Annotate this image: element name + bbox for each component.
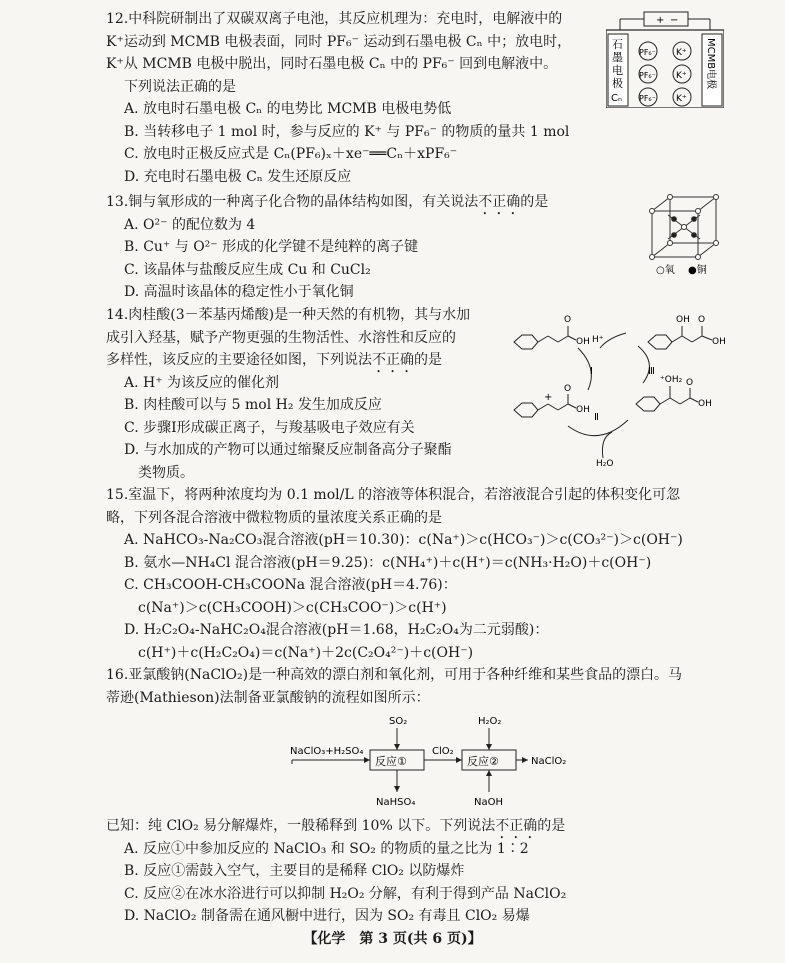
q15-stem-line-2: 略，下列各混合溶液中微粒物质的量浓度关系正确的是 <box>106 509 442 526</box>
q14-option-c: C. 步骤Ⅰ形成碳正离子，与羧基吸电子效应有关 <box>124 419 415 436</box>
carbocation-plus: + <box>544 392 553 403</box>
q15-option-d: D. H₂C₂O₄-NaHC₂O₄混合溶液(pH＝1.68，H₂C₂O₄为二元弱酸)： <box>124 622 549 638</box>
q12-stem-line-1: 12.中科院研制出了双碳双离子电池，其反应机理为：充电时，电解液中的 <box>106 11 563 27</box>
q16-option-d: D. NaClO₂ 制备需在通风橱中进行，因为 SO₂ 有毒且 ClO₂ 易爆 <box>124 908 530 924</box>
q12-stem-line-4: 下列说法正确的是 <box>124 78 236 95</box>
flow-naoh-label: NaOH <box>474 797 503 808</box>
q12-option-d: D. 充电时石墨电极 Cₙ 发生还原反应 <box>124 168 352 185</box>
flow-clo2-label: ClO₂ <box>432 746 454 757</box>
q14-stem-before: 多样性，该反应的主要途径如图，下列说法 <box>106 352 372 368</box>
ion-k-2: K⁺ <box>676 71 687 81</box>
q16-known-before: 已知：纯 ClO₂ 易分解爆炸，一般稀释到 10% 以下。下列说法 <box>106 818 496 834</box>
ion-pf6-1: PF₆⁻ <box>639 48 656 57</box>
question-12 <box>106 8 606 188</box>
flow-so2-label: SO₂ <box>389 716 408 727</box>
question-16-options <box>106 815 785 928</box>
q15-option-d-relation: c(H⁺)＋c(H₂C₂O₄)＝c(Na⁺)＋2c(C₂O₄²⁻)＋c(OH⁻) <box>138 644 474 661</box>
graphite-electrode-char-1: 石 <box>612 38 623 51</box>
water-label: H₂O <box>596 459 614 468</box>
q14-stem-emph: 不正确 <box>372 352 414 368</box>
q12-option-a: A. 放电时石墨电极 Cₙ 的电势比 MCMB 电极电势低 <box>124 101 452 117</box>
flow-byproduct-label: NaHSO₄ <box>376 797 416 808</box>
q13-stem-before: 13.铜与氧形成的一种离子化合物的晶体结构如图，有关说法 <box>106 194 479 210</box>
carbocation-oh: OH <box>576 405 590 415</box>
q14-option-d: D. 与水加成的产物可以通过缩聚反应制备高分子聚酯 <box>124 442 452 458</box>
battery-minus-label: − <box>670 15 679 26</box>
q13-stem-after: 的是 <box>520 194 549 210</box>
q13-stem <box>106 191 626 214</box>
q15-option-c-relation: c(Na⁺)＞c(CH₃COOH)＞c(CH₃COO⁻)＞c(H⁺) <box>138 599 447 616</box>
graphite-electrode-char-4: 极 <box>612 77 623 90</box>
battery-plus-label: + <box>656 15 665 26</box>
step-2-label: Ⅱ <box>594 412 599 423</box>
oxonium-oh2: ⁺OH₂ <box>660 375 683 385</box>
page-footer: 【化学 第 3 页(共 6 页)】 <box>303 931 482 947</box>
question-15 <box>106 484 785 664</box>
cinnamic-acid-oh: OH <box>576 337 590 347</box>
ion-pf6-3: PF₆⁻ <box>639 94 656 103</box>
graphite-electrode-char-2: 墨 <box>612 51 623 64</box>
mcmb-electrode-label: MCMB电极 <box>705 38 716 90</box>
q13-option-a: A. O²⁻ 的配位数为 4 <box>124 216 256 233</box>
flow-product-label: NaClO₂ <box>531 756 567 767</box>
carbocation-o: O <box>564 384 572 394</box>
q15-option-c: C. CH₃COOH-CH₃COONa 混合溶液(pH＝4.76)： <box>124 577 457 593</box>
step-3-label: Ⅲ <box>648 366 655 377</box>
product-oh-top: OH <box>676 315 690 325</box>
product-o: O <box>698 315 706 325</box>
q16-option-b: B. 反应①需鼓入空气，主要目的是稀释 ClO₂ 以防爆炸 <box>124 863 465 879</box>
q16-known-emph: 不正确 <box>495 818 538 834</box>
q16-stem-line-1: 16.亚氯酸钠(NaClO₂)是一种高效的漂白剂和氧化剂，可用于各种纤维和某些食品的漂白。马 <box>106 667 683 683</box>
q14-option-b: B. 肉桂酸可以与 5 mol H₂ 发生加成反应 <box>124 397 382 413</box>
reaction-mechanism-diagram <box>508 308 733 468</box>
legend-copper: ●铜 <box>688 265 707 276</box>
crystal-structure-diagram <box>648 193 723 278</box>
question-16 <box>106 664 785 709</box>
q16-option-a: A. 反应①中参加反应的 NaClO₃ 和 SO₂ 的物质的量之比为 1∶2 <box>124 840 529 857</box>
product-oh-right: OH <box>712 337 726 347</box>
flow-h2o2-label: H₂O₂ <box>478 716 502 727</box>
process-flow-diagram <box>288 712 578 810</box>
q12-option-c: C. 放电时正极反应式是 Cₙ(PF₆)ₓ＋xe⁻══Cₙ＋xPF₆⁻ <box>124 146 458 162</box>
question-14 <box>106 304 506 484</box>
q12-stem-line-3: K⁺从 MCMB 电极中脱出，同时石墨电极 Cₙ 中的 PF₆⁻ 回到电解液中。 <box>106 56 558 72</box>
q14-stem-line-3 <box>106 349 506 372</box>
q14-option-d-cont: 类物质。 <box>138 464 194 481</box>
q16-known <box>106 815 785 838</box>
q14-option-a: A. H⁺ 为该反应的催化剂 <box>124 374 280 391</box>
ion-pf6-2: PF₆⁻ <box>639 71 656 80</box>
ion-k-1: K⁺ <box>676 48 687 58</box>
q12-option-b: B. 当转移电子 1 mol 时，参与反应的 K⁺ 与 PF₆⁻ 的物质的量共 1 mol <box>124 123 570 140</box>
q14-stem-after: 的是 <box>414 352 442 368</box>
q15-option-b: B. 氨水—NH₄Cl 混合溶液(pH＝9.25)：c(NH₄⁺)＋c(H⁺)＝c(NH₃·H₂O)＋c(OH⁻) <box>124 554 652 571</box>
ion-k-3: K⁺ <box>676 94 687 104</box>
q14-stem-line-1: 14.肉桂酸(3－苯基丙烯酸)是一种天然的有机物，其与水加 <box>106 307 471 323</box>
oxonium-o: O <box>686 378 694 388</box>
q13-option-d: D. 高温时该晶体的稳定性小于氧化铜 <box>124 284 354 300</box>
q16-known-after: 的是 <box>537 818 566 834</box>
graphite-electrode-char-5: Cₙ <box>611 93 622 104</box>
q13-option-b: B. Cu⁺ 与 O²⁻ 形成的化学键不是纯粹的离子键 <box>124 239 419 255</box>
flow-reaction-1: 反应① <box>375 755 407 768</box>
battery-diagram <box>606 8 724 108</box>
q16-option-c: C. 反应②在冰水浴进行可以抑制 H₂O₂ 分解，有利于得到产品 NaClO₂ <box>124 885 567 902</box>
q15-option-a: A. NaHCO₃-Na₂CO₃混合溶液(pH＝10.30)：c(Na⁺)＞c(HCO₃⁻)＞c(CO₃²⁻)＞c(OH⁻) <box>124 532 683 548</box>
q14-stem-line-2: 成引入羟基，赋予产物更强的生物活性、水溶性和反应的 <box>106 329 456 346</box>
legend-oxygen: ○氧 <box>656 265 675 276</box>
flow-feed-label: NaClO₃+H₂SO₄ <box>290 746 364 757</box>
h-plus-label: H⁺ <box>592 335 604 345</box>
question-13 <box>106 191 626 304</box>
q16-stem-line-2: 蒂逊(Mathieson)法制备亚氯酸钠的流程如图所示： <box>106 689 430 706</box>
q13-option-c: C. 该晶体与盐酸反应生成 Cu 和 CuCl₂ <box>124 261 371 278</box>
oxonium-oh: OH <box>698 399 712 409</box>
graphite-electrode-char-3: 电 <box>612 64 623 77</box>
cinnamic-acid-o: O <box>564 315 572 325</box>
q15-stem-line-1: 15.室温下，将两种浓度均为 0.1 mol/L 的溶液等体积混合，若溶液混合引起的体积变化可忽 <box>106 487 681 503</box>
q12-stem-line-2: K⁺运动到 MCMB 电极表面，同时 PF₆⁻ 运动到石墨电极 Cₙ 中；放电时， <box>106 33 572 50</box>
flow-reaction-2: 反应② <box>467 755 499 768</box>
q13-stem-emph: 不正确 <box>478 194 521 210</box>
step-1-label: Ⅰ <box>590 366 593 377</box>
